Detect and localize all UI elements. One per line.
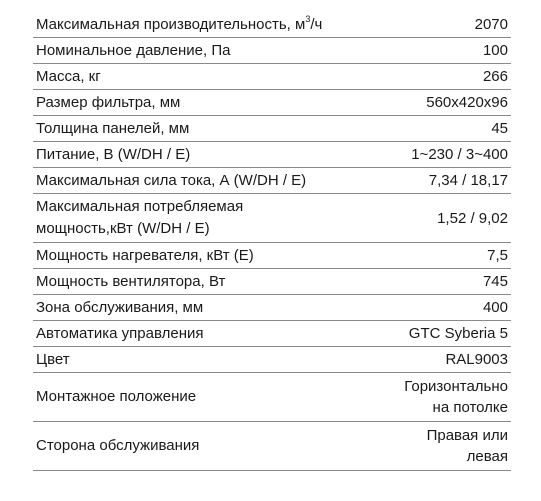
spec-value: 100	[381, 38, 511, 64]
spec-row-heater-power	[33, 243, 511, 269]
spec-row-max-current	[33, 168, 511, 194]
spec-value: 400	[381, 295, 511, 321]
spec-label: Масса, кг	[33, 64, 381, 90]
spec-value: 745	[381, 269, 511, 295]
spec-label: Монтажное положение	[33, 373, 381, 422]
spec-label: Автоматика управления	[33, 321, 381, 347]
spec-row-panel-thickness	[33, 116, 511, 142]
spec-row-power-supply	[33, 142, 511, 168]
spec-value: RAL9003	[381, 347, 511, 373]
spec-label: Зона обслуживания, мм	[33, 295, 381, 321]
spec-row-control-automation	[33, 321, 511, 347]
spec-label: Максимальная потребляемая мощность,кВт (W/DH / E)	[33, 194, 381, 243]
spec-value: 2070	[381, 12, 511, 38]
spec-value: 7,34 / 18,17	[381, 168, 511, 194]
spec-label: Толщина панелей, мм	[33, 116, 381, 142]
spec-row-max-power-consumption	[33, 194, 511, 243]
spec-row-service-side	[33, 422, 511, 471]
spec-label: Максимальная производительность, $м^3/ч$	[33, 12, 381, 38]
spec-row-max-capacity	[33, 12, 511, 38]
spec-row-mounting-position	[33, 373, 511, 422]
spec-label: Максимальная сила тока, А (W/DH / E)	[33, 168, 381, 194]
spec-value: Горизонтально на потолке	[381, 373, 511, 422]
spec-value: 266	[381, 64, 511, 90]
spec-label: Размер фильтра, мм	[33, 90, 381, 116]
spec-value: 7,5	[381, 243, 511, 269]
spec-row-color	[33, 347, 511, 373]
spec-row-mass	[33, 64, 511, 90]
spec-value: 45	[381, 116, 511, 142]
spec-value: 1~230 / 3~400	[381, 142, 511, 168]
spec-value: GTC Syberia 5	[381, 321, 511, 347]
spec-label: Сторона обслуживания	[33, 422, 381, 471]
spec-row-filter-size	[33, 90, 511, 116]
spec-label: Цвет	[33, 347, 381, 373]
spec-value: 1,52 / 9,02	[381, 194, 511, 243]
spec-row-nominal-pressure	[33, 38, 511, 64]
specifications-table	[33, 12, 511, 471]
spec-label: Питание, В (W/DH / E)	[33, 142, 381, 168]
spec-value: Правая или левая	[381, 422, 511, 471]
spec-label: Мощность нагревателя, кВт (E)	[33, 243, 381, 269]
spec-row-service-zone	[33, 295, 511, 321]
spec-row-fan-power	[33, 269, 511, 295]
spec-label: Номинальное давление, Па	[33, 38, 381, 64]
spec-label: Мощность вентилятора, Вт	[33, 269, 381, 295]
spec-value: 560x420x96	[381, 90, 511, 116]
